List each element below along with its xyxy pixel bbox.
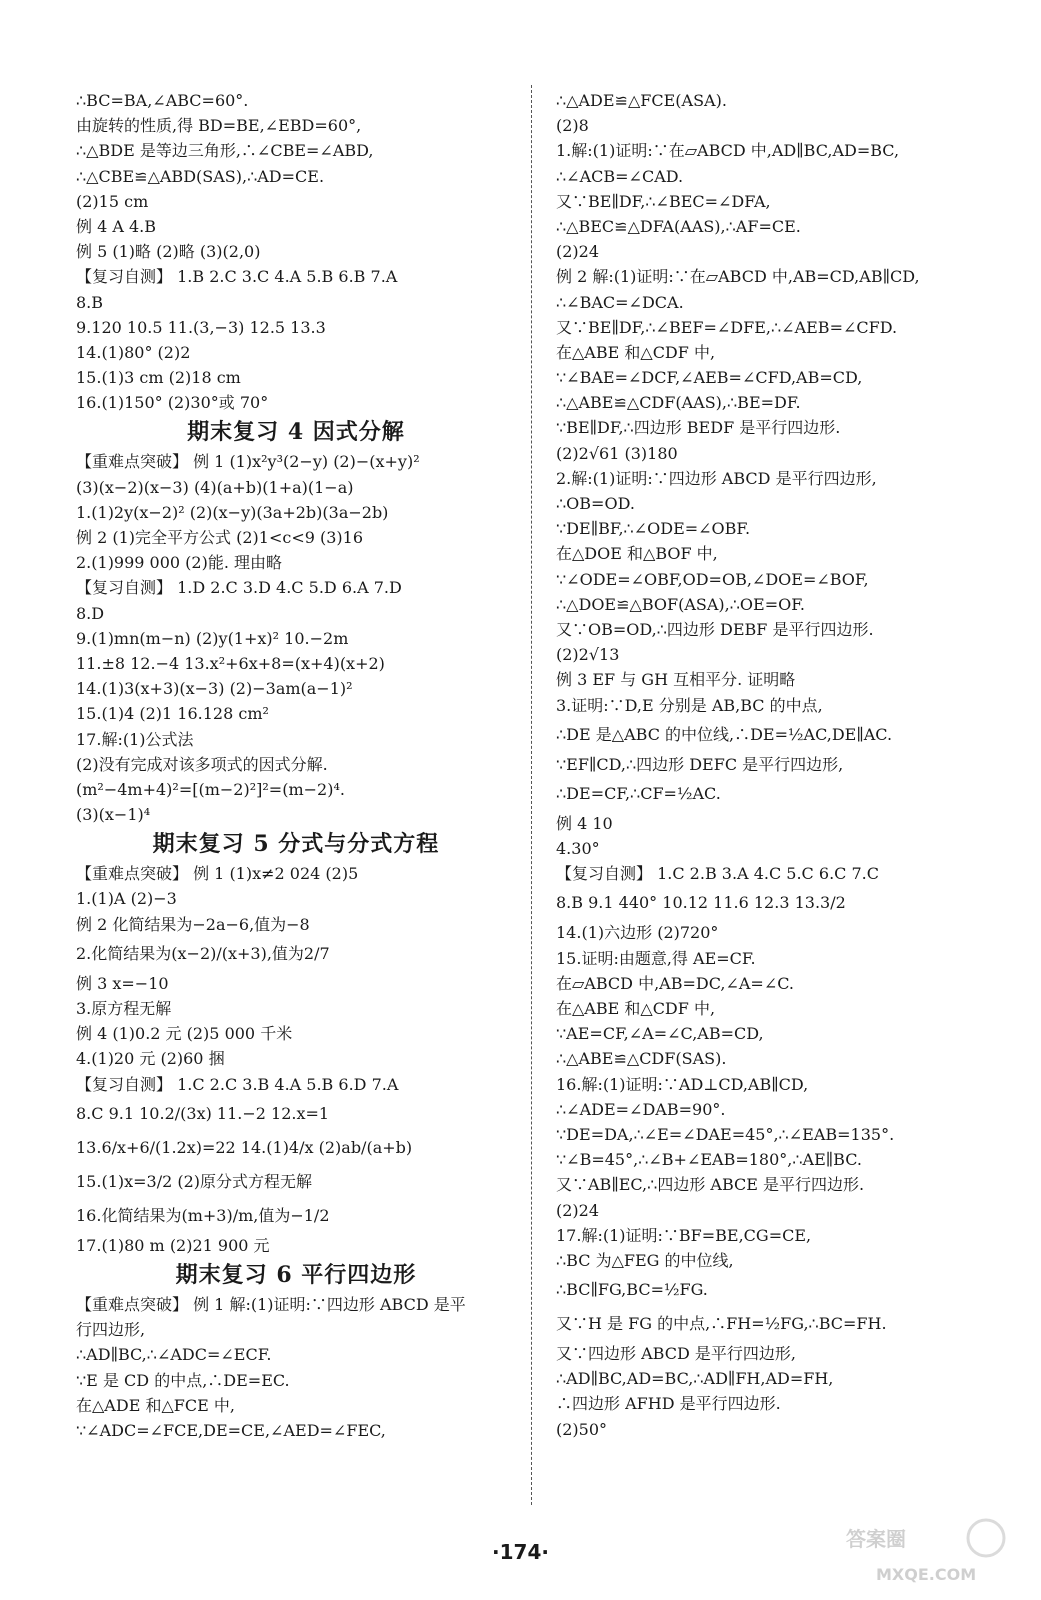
answer-line: 3.原方程无解: [76, 999, 172, 1018]
answer-line: 又∵AB∥EC,∴四边形 ABCE 是平行四边形.: [556, 1175, 865, 1195]
answer-line: ∴△ADE≌△FCE(ASA).: [556, 91, 727, 110]
answer-line: ∵EF∥CD,∴四边形 DEFC 是平行四边形,: [556, 754, 844, 774]
answer-line: 15.证明:由题意,得 AE=CF.: [556, 948, 756, 968]
answer-line: 又∵BE∥DF,∴∠BEF=∠DFE,∴∠AEB=∠CFD.: [556, 317, 898, 337]
answer-line: 例 5 (1)略 (2)略 (3)(2,0): [76, 242, 261, 262]
answer-line: ∵∠ADC=∠FCE,DE=CE,∠AED=∠FEC,: [76, 1420, 386, 1440]
answer-line: ∴BC∥FG,BC=½FG.: [556, 1280, 708, 1300]
answer-line: ∵BE∥DF,∴四边形 BEDF 是平行四边形.: [556, 418, 841, 438]
answer-line: 例 3 EF 与 GH 互相平分. 证明略: [556, 670, 796, 690]
answer-line: 17.解:(1)公式法: [76, 729, 194, 749]
answer-line: ∴△CBE≌△ABD(SAS),∴AD=CE.: [76, 166, 325, 186]
answer-line: 在△ABE 和△CDF 中,: [556, 999, 716, 1018]
answer-line: ∴四边形 AFHD 是平行四边形.: [556, 1394, 781, 1414]
answer-line: 15.(1)4 (2)1 16.128 cm²: [76, 704, 269, 724]
answer-line: 3.证明:∵D,E 分别是 AB,BC 的中点,: [556, 695, 823, 715]
answer-line: ∴BC=BA,∠ABC=60°.: [76, 91, 249, 110]
answer-line: ∴△ABE≌△CDF(AAS),∴BE=DF.: [556, 393, 801, 413]
section-heading: 期末复习 5 分式与分式方程: [152, 831, 440, 858]
answer-line: 15.(1)x=3/2 (2)原分式方程无解: [76, 1171, 313, 1191]
answer-line: 又∵四边形 ABCD 是平行四边形,: [556, 1344, 796, 1364]
answer-line: ∴△BDE 是等边三角形,∴∠CBE=∠ABD,: [76, 141, 374, 161]
answer-line: 例 4 (1)0.2 元 (2)5 000 千米: [76, 1024, 293, 1044]
answer-line: 【复习自测】 1.C 2.B 3.A 4.C 5.C 6.C 7.C: [556, 864, 879, 884]
answer-line: (2)8: [556, 116, 589, 136]
answer-line: 1.(1)2y(x−2)² (2)(x−y)(3a+2b)(3a−2b): [76, 502, 389, 522]
answer-line: 8.B: [76, 292, 104, 312]
answer-line: ∵DE∥BF,∴∠ODE=∠OBF.: [556, 519, 751, 539]
answer-line: 在△ADE 和△FCE 中,: [76, 1395, 235, 1415]
column-divider: [531, 85, 532, 1505]
answer-line: 【重难点突破】 例 1 (1)x≠2 024 (2)5: [76, 864, 359, 884]
section-heading: 期末复习 4 因式分解: [187, 419, 405, 446]
answer-line: 2.(1)999 000 (2)能. 理由略: [76, 553, 283, 573]
answer-line: 4.30°: [556, 839, 600, 859]
answer-line: ∴△ABE≌△CDF(SAS).: [556, 1049, 727, 1069]
answer-line: ∴∠ACB=∠CAD.: [556, 166, 684, 186]
answer-line: 13.6/x+6/(1.2x)=22 14.(1)4/x (2)ab/(a+b): [76, 1137, 413, 1157]
answer-line: 例 3 x=−10: [76, 973, 169, 993]
answer-line: ∴△DOE≌△BOF(ASA),∴OE=OF.: [556, 594, 805, 614]
answer-line: (2)24: [556, 242, 600, 262]
answer-line: (2)50°: [556, 1419, 608, 1439]
answer-line: ∴BC 为△FEG 的中位线,: [556, 1250, 734, 1270]
answer-line: 例 4 A 4.B: [76, 216, 157, 236]
answer-line: ∵∠B=45°,∴∠B+∠EAB=180°,∴AE∥BC.: [556, 1150, 862, 1170]
answer-line: 9.120 10.5 11.(3,−3) 12.5 13.3: [76, 317, 326, 337]
answer-line: 例 2 化简结果为−2a−6,值为−8: [76, 914, 310, 934]
answer-line: ∴DE 是△ABC 的中位线,∴DE=½AC,DE∥AC.: [556, 724, 893, 744]
answer-line: 例 4 10: [556, 813, 613, 833]
answer-line: (2)15 cm: [76, 191, 149, 211]
answer-line: ∴∠ADE=∠DAB=90°.: [556, 1099, 726, 1119]
answer-line: ∵∠BAE=∠DCF,∠AEB=∠CFD,AB=CD,: [556, 368, 863, 388]
left-column: [76, 88, 516, 1443]
answer-line: (2)2√13: [556, 645, 620, 665]
answer-line: ∵E 是 CD 的中点,∴DE=EC.: [76, 1370, 290, 1390]
answer-line: 在▱ABCD 中,AB=DC,∠A=∠C.: [556, 973, 794, 993]
section-heading: 期末复习 6 平行四边形: [175, 1261, 417, 1288]
answer-line: (3)(x−1)⁴: [76, 805, 151, 825]
answer-line: 【复习自测】 1.D 2.C 3.D 4.C 5.D 6.A 7.D: [76, 578, 402, 598]
right-column: [556, 88, 996, 1442]
answer-line: (2)24: [556, 1200, 600, 1220]
answer-line: 16.(1)150° (2)30°或 70°: [76, 393, 269, 413]
answer-line: (m²−4m+4)²=[(m−2)²]²=(m−2)⁴.: [76, 779, 345, 799]
answer-line: 1.(1)A (2)−3: [76, 889, 177, 909]
answer-line: ∴OB=OD.: [556, 494, 635, 513]
answer-line: (2)2√61 (3)180: [556, 443, 678, 463]
answer-line: 又∵H 是 FG 的中点,∴FH=½FG,∴BC=FH.: [556, 1314, 887, 1334]
answer-line: 又∵OB=OD,∴四边形 DEBF 是平行四边形.: [556, 619, 874, 639]
watermark-url: MXQE.COM: [876, 1565, 977, 1584]
answer-line: 9.(1)mn(m−n) (2)y(1+x)² 10.−2m: [76, 628, 349, 648]
watermark-logo: [836, 1510, 1026, 1590]
answer-line: 由旋转的性质,得 BD=BE,∠EBD=60°,: [76, 116, 362, 136]
answer-line: ∵AE=CF,∠A=∠C,AB=CD,: [556, 1024, 764, 1044]
answer-line: 11.±8 12.−4 13.x²+6x+8=(x+4)(x+2): [76, 653, 385, 673]
answer-line: 在△ABE 和△CDF 中,: [556, 342, 716, 362]
answer-line: 8.C 9.1 10.2/(3x) 11.−2 12.x=1: [76, 1103, 330, 1123]
answer-line: 在△DOE 和△BOF 中,: [556, 544, 718, 564]
answer-line: (3)(x−2)(x−3) (4)(a+b)(1+a)(1−a): [76, 477, 354, 497]
answer-line: 14.(1)3(x+3)(x−3) (2)−3am(a−1)²: [76, 679, 353, 699]
answer-line: 14.(1)六边形 (2)720°: [556, 923, 719, 943]
watermark-text: 答案圈: [846, 1527, 906, 1551]
answer-line: 【重难点突破】 例 1 (1)x²y³(2−y) (2)−(x+y)²: [76, 452, 420, 472]
answer-line: ∴DE=CF,∴CF=½AC.: [556, 783, 721, 803]
answer-line: 行四边形,: [76, 1320, 146, 1340]
answer-line: ∴∠BAC=∠DCA.: [556, 292, 684, 312]
answer-line: 又∵BE∥DF,∴∠BEC=∠DFA,: [556, 191, 771, 211]
answer-line: ∴AD∥BC,AD=BC,∴AD∥FH,AD=FH,: [556, 1369, 834, 1389]
page-number: ·174·: [492, 1540, 549, 1564]
answer-line: 【复习自测】 1.B 2.C 3.C 4.A 5.B 6.B 7.A: [76, 267, 398, 287]
answer-line: ∴AD∥BC,∴∠ADC=∠ECF.: [76, 1345, 272, 1365]
answer-line: ∴△BEC≌△DFA(AAS),∴AF=CE.: [556, 216, 801, 236]
answer-line: 1.解:(1)证明:∵在▱ABCD 中,AD∥BC,AD=BC,: [556, 141, 900, 161]
answer-line: 【重难点突破】 例 1 解:(1)证明:∵四边形 ABCD 是平: [76, 1294, 466, 1314]
answer-line: 【复习自测】 1.C 2.C 3.B 4.A 5.B 6.D 7.A: [76, 1074, 399, 1094]
answer-line: 14.(1)80° (2)2: [76, 342, 191, 362]
answer-line: 例 2 解:(1)证明:∵在▱ABCD 中,AB=CD,AB∥CD,: [556, 267, 920, 287]
answer-line: (2)没有完成对该多项式的因式分解.: [76, 754, 328, 774]
answer-line: 8.D: [76, 603, 105, 623]
answer-line: ∵DE=DA,∴∠E=∠DAE=45°,∴∠EAB=135°.: [556, 1124, 895, 1144]
answer-line: 17.解:(1)证明:∵BF=BE,CG=CE,: [556, 1225, 812, 1245]
answer-line: 例 2 (1)完全平方公式 (2)1<c<9 (3)16: [76, 528, 364, 547]
answer-line: 4.(1)20 元 (2)60 捆: [76, 1049, 225, 1069]
answer-line: ∵∠ODE=∠OBF,OD=OB,∠DOE=∠BOF,: [556, 569, 869, 589]
answer-line: 8.B 9.1 440° 10.12 11.6 12.3 13.3/2: [556, 893, 846, 913]
answer-line: 2.解:(1)证明:∵四边形 ABCD 是平行四边形,: [556, 468, 877, 488]
answer-line: 16.化简结果为(m+3)/m,值为−1/2: [76, 1205, 330, 1225]
answer-line: 15.(1)3 cm (2)18 cm: [76, 368, 241, 388]
answer-line: 2.化简结果为(x−2)/(x+3),值为2/7: [76, 943, 330, 963]
answer-line: 16.解:(1)证明:∵AD⊥CD,AB∥CD,: [556, 1074, 809, 1094]
answer-line: 17.(1)80 m (2)21 900 元: [76, 1235, 270, 1255]
